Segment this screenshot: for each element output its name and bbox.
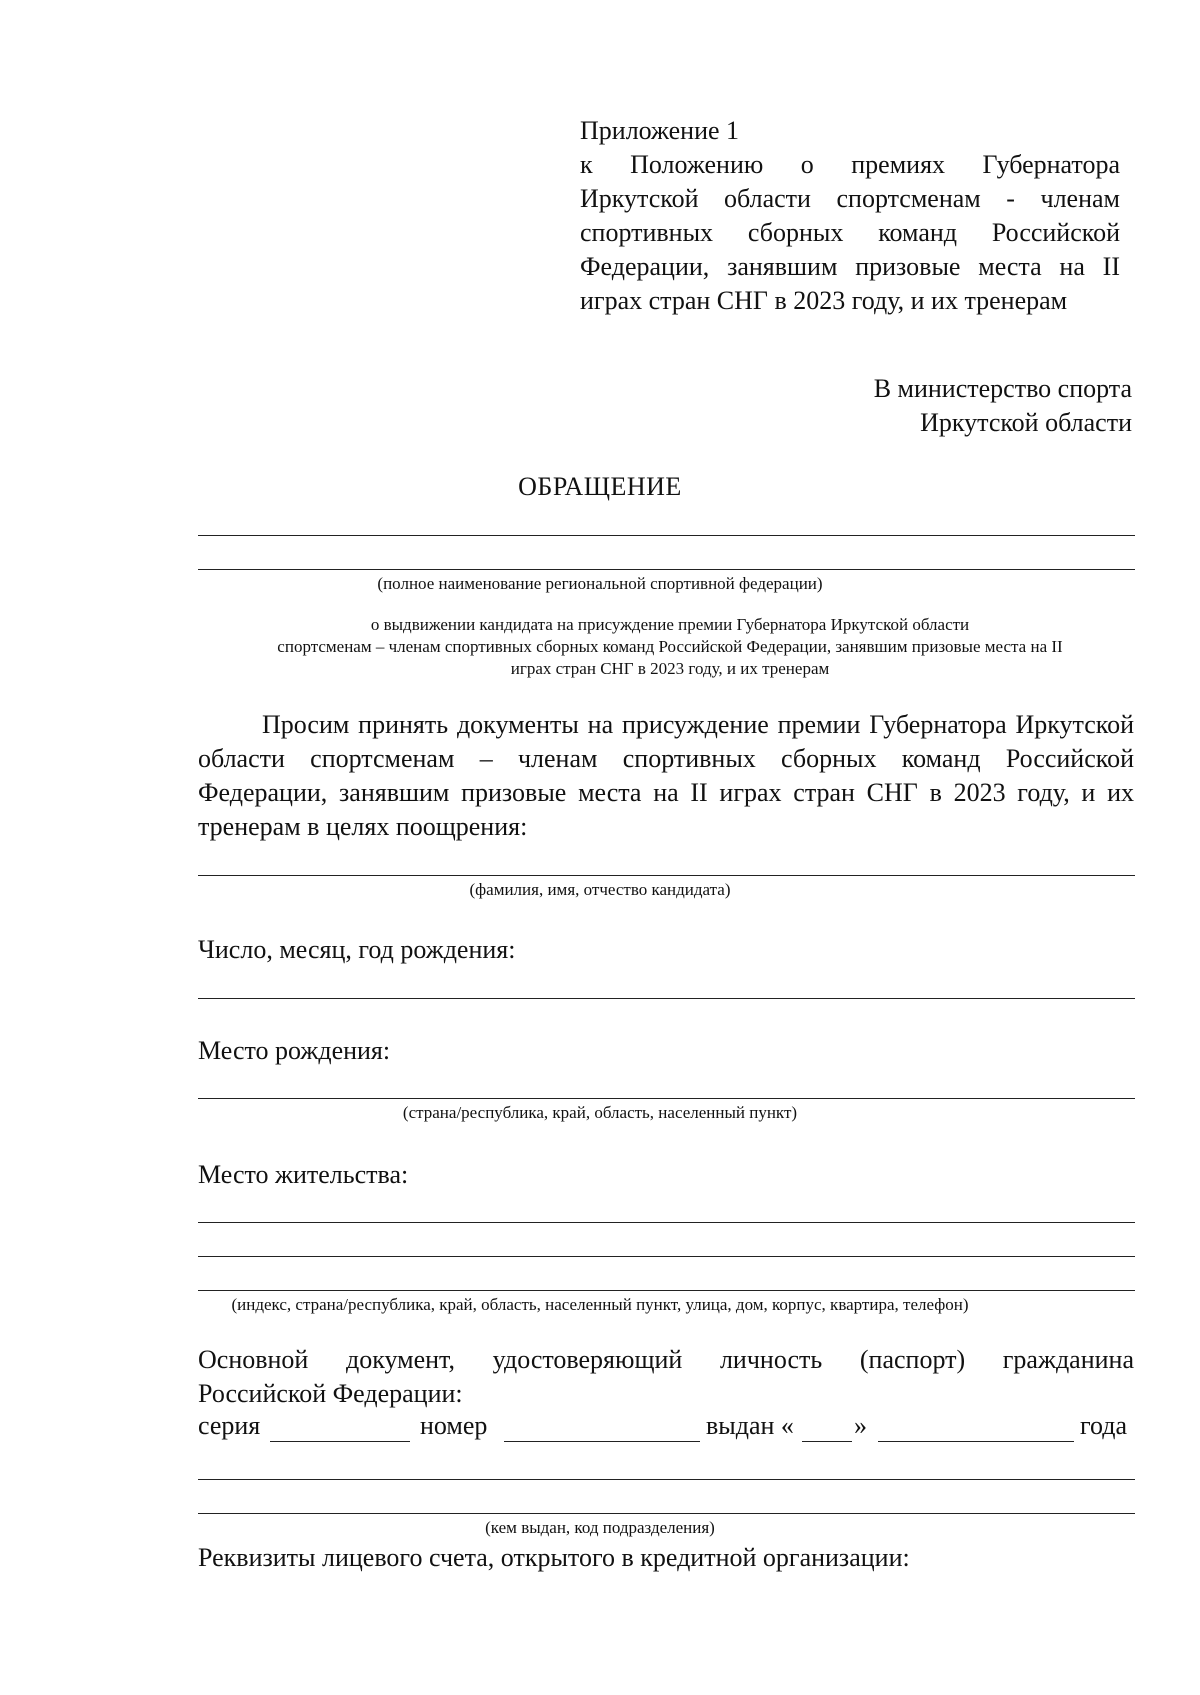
close-quote: » — [854, 1411, 867, 1440]
issuer-line-1 — [198, 1479, 1135, 1480]
birthplace-caption: (страна/республика, край, область, населенный пункт) — [402, 1103, 798, 1122]
annex-title: Приложение 1 — [580, 116, 740, 145]
number-field[interactable] — [504, 1441, 700, 1442]
birthplace-line — [198, 1098, 1135, 1099]
subject-block — [190, 614, 1150, 680]
annex-line: к Положению о премиях Губернатора — [580, 150, 1120, 179]
residence-label: Место жительства: — [198, 1160, 409, 1189]
residence-line-2 — [198, 1256, 1135, 1257]
addressee-line: Иркутской области — [920, 408, 1132, 437]
candidate-name-line — [198, 875, 1135, 876]
subject-line: играх стран СНГ в 2023 году, и их тренерам — [510, 659, 830, 678]
number-label: номер — [420, 1411, 488, 1440]
residence-line-3 — [198, 1290, 1135, 1291]
identity-line: Российской Федерации: — [198, 1379, 463, 1408]
addressee-block — [874, 372, 1132, 440]
passport-row — [198, 1411, 1134, 1445]
issued-label: выдан « — [706, 1411, 794, 1440]
annex-line: спортивных сборных команд Российской — [580, 218, 1120, 247]
request-text: Просим принять документы на присуждение премии Губернатора Иркутской области спортсменам – членам спортивных сборных команд Российской Федерации, занявшим призовые места на II играх стран СНГ в 2023 году, и их тренерам в целях поощрения: — [198, 710, 1134, 841]
addressee-line: В министерство спорта — [873, 374, 1132, 403]
year-label: года — [1080, 1411, 1128, 1440]
identity-block — [198, 1343, 1134, 1411]
federation-line-1 — [198, 535, 1135, 536]
request-paragraph — [198, 708, 1134, 844]
residence-caption: (индекс, страна/республика, край, область, населенный пункт, улица, дом, корпус, квартира, телефон) — [231, 1295, 969, 1314]
annex-block — [580, 114, 1120, 318]
residence-line-1 — [198, 1222, 1135, 1223]
issuer-caption: (кем выдан, код подразделения) — [485, 1518, 715, 1537]
birthdate-line — [198, 998, 1135, 999]
annex-line: играх стран СНГ в 2023 году, и их тренерам — [580, 286, 1068, 315]
identity-line: Основной документ, удостоверяющий личность (паспорт) гражданина — [198, 1345, 1134, 1374]
birthdate-label: Число, месяц, год рождения: — [198, 935, 516, 964]
series-label: серия — [198, 1411, 261, 1440]
annex-line: Федерации, занявшим призовые места на II — [580, 252, 1120, 281]
subject-line: спортсменам – членам спортивных сборных команд Российской Федерации, занявшим призовые места на II — [277, 637, 1063, 656]
birthplace-label: Место рождения: — [198, 1036, 391, 1065]
federation-line-2 — [198, 569, 1135, 570]
series-field[interactable] — [270, 1441, 410, 1442]
issue-month-field[interactable] — [878, 1441, 1074, 1442]
federation-caption: (полное наименование региональной спортивной федерации) — [377, 574, 823, 593]
subject-line: о выдвижении кандидата на присуждение премии Губернатора Иркутской области — [370, 615, 970, 634]
issuer-line-2 — [198, 1513, 1135, 1514]
candidate-caption: (фамилия, имя, отчество кандидата) — [469, 880, 731, 899]
bank-details-label: Реквизиты лицевого счета, открытого в кредитной организации: — [198, 1543, 910, 1572]
annex-line: Иркутской области спортсменам - членам — [580, 184, 1120, 213]
issue-day-field[interactable] — [802, 1441, 852, 1442]
document-heading: ОБРАЩЕНИЕ — [518, 472, 682, 501]
